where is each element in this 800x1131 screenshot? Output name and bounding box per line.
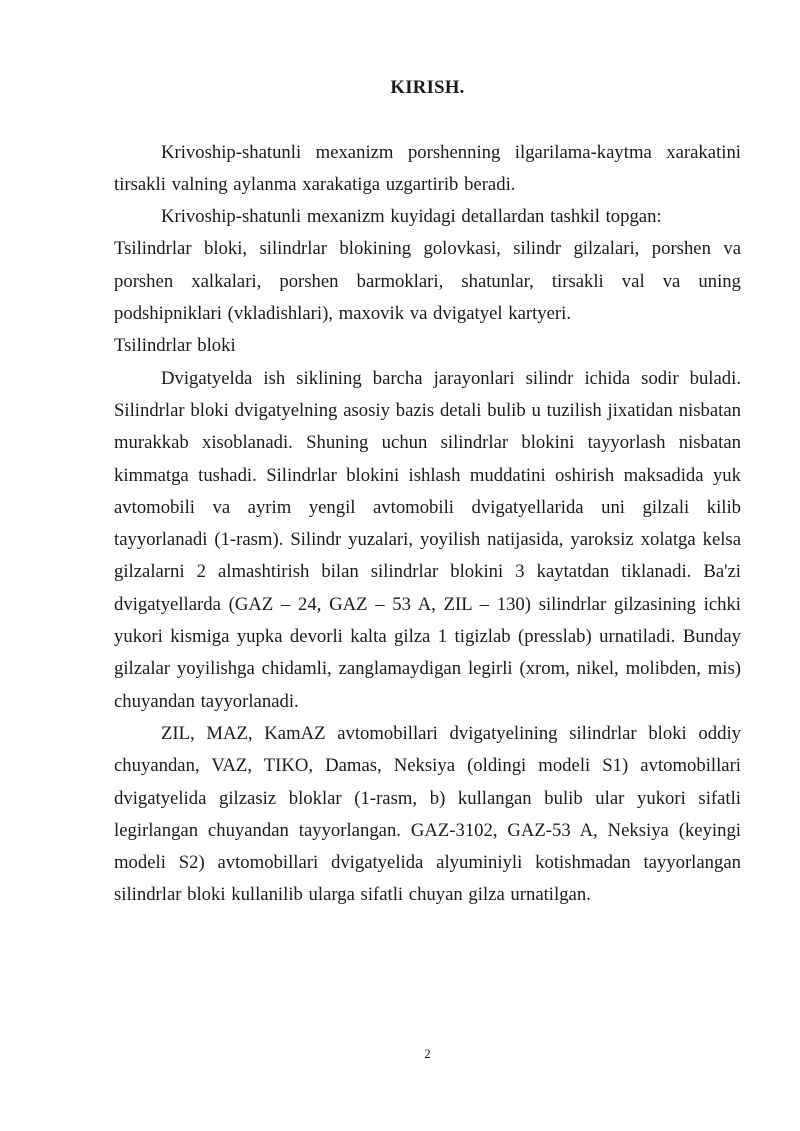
page-number: 2 <box>424 1046 431 1061</box>
paragraph: Dvigatyelda ish siklining barcha jarayonlari silindr ichida sodir buladi. Silindrlar bloki dvigatyelning asosiy bazis detali bulib u tuzilish jixatidan nisbatan murakkab xisoblanadi. Shuning uchun silindrlar blokini tayyorlash nisbatan kimmatga tushadi. Silindrlar blokini ishlash muddatini oshirish maksadida yuk avtomobili va ayrim yengil avtomobili dvigatyellarida uni gilzali kilib tayyorlanadi (1-rasm). Silindr yuzalari, yoyilish natijasida, yaroksiz xolatga kelsa gilzalarni 2 almashtirish bilan silindrlar blokini 3 kaytatdan tiklanadi. Ba'zi dvigatyellarda (GAZ – 24, GAZ – 53 A, ZIL – 130) silindrlar gilzasining ichki yukori kismiga yupka devorli kalta gilza 1 tigizlab (presslab) urnatiladi. Bunday gilzalar yoyilishga chidamli, zanglamaydigan legirli (xrom, nikel, molibden, mis) chuyandan tayyorlanadi. <box>114 367 741 712</box>
paragraph: Tsilindrlar bloki, silindrlar blokining golovkasi, silindr gilzalari, porshen va porshen xalkalari, porshen barmoklari, shatunlar, tirsakli val va uning podshipniklari (vkladishlari), maxovik va dvigatyel kartyeri. <box>114 238 741 325</box>
paragraph: Krivoship-shatunli mexanizm kuyidagi detallardan tashkil topgan: <box>161 206 662 228</box>
page-title: KIRISH. <box>390 77 465 98</box>
paragraph: ZIL, MAZ, KamAZ avtomobillari dvigatyelining silindrlar bloki oddiy chuyandan, VAZ, TIKO, Damas, Neksiya (oldingi modeli S1) avtomobillari dvigatyelida gilzasiz bloklar (1-rasm, b) kullangan bulib ular yukori sifatli legirlangan chuyandan tayyorlangan. GAZ-3102, GAZ-53 A, Neksiya (keyingi modeli S2) avtomobillari dvigatyelida alyuminiyli kotishmadan tayyorlangan silindrlar bloki kullanilib ularga sifatli chuyan gilza urnatilgan. <box>114 722 741 906</box>
document-body <box>114 137 741 912</box>
paragraph: Krivoship-shatunli mexanizm porshenning ilgarilama-kaytma xarakatini tirsakli valning aylanma xarakatiga uzgartirib beradi. <box>114 141 741 195</box>
paragraph: Tsilindrlar bloki <box>114 335 236 357</box>
document-content <box>114 72 741 912</box>
